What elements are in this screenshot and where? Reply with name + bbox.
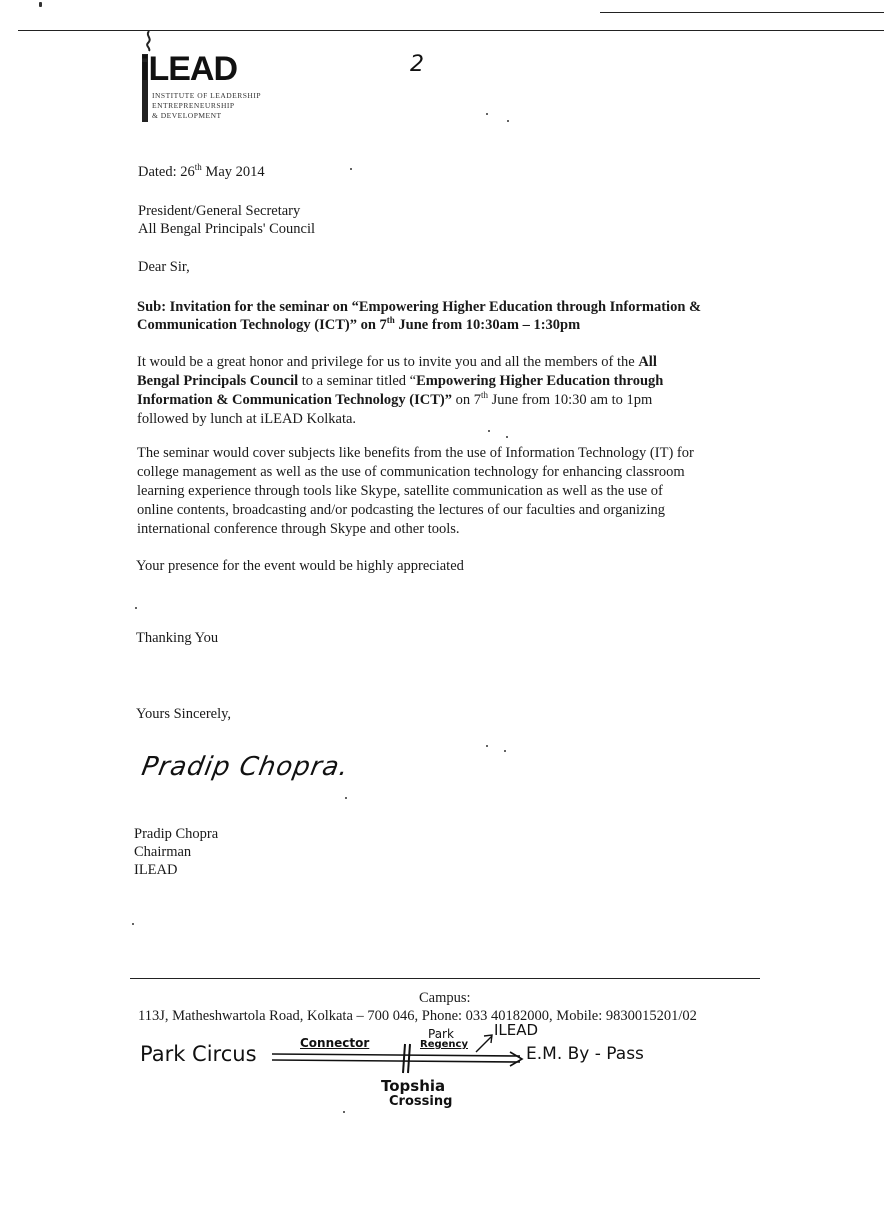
para1-l1-text: It would be a great honor and privilege for us to invite you and all the members of the (137, 354, 639, 370)
directions-connector: Connector (300, 1036, 370, 1050)
para3: Your presence for the event would be highly appreciated (136, 558, 464, 574)
subject-line-1: Sub: Invitation for the seminar on “Empowering Higher Education through Information & (137, 299, 702, 315)
signer-name: Pradip Chopra (134, 826, 219, 842)
directions-regency: Regency (420, 1039, 468, 1050)
directions-ilead: ILEAD (494, 1021, 539, 1039)
para1-line-1 (137, 353, 657, 372)
signer-title: Chairman (134, 844, 192, 860)
scan-speck (343, 1111, 345, 1113)
arrow-head-em-bypass (510, 1052, 522, 1066)
para1-l2-bold: Bengal Principals Council (137, 373, 299, 389)
para1-l2-bold2: Empowering Higher Education through (416, 373, 664, 389)
scan-speck (486, 113, 488, 115)
signer-org: ILEAD (134, 862, 178, 878)
scan-speck (135, 607, 137, 609)
para2-line-2: college management as well as the use of communication technology for enhancing classroom (137, 464, 685, 480)
para1-line-2 (137, 372, 663, 391)
salutation: Dear Sir, (138, 259, 190, 275)
scan-speck (506, 436, 508, 438)
directions-start: Park Circus (140, 1042, 257, 1066)
para1-l2-mid: to a seminar titled “ (298, 373, 417, 389)
para1-l3-mid: on 7 (452, 392, 481, 408)
date-sup: th (194, 162, 202, 173)
footer-campus-label: Campus: (419, 990, 471, 1006)
date-prefix: Dated: 26 (138, 164, 195, 180)
para1-line-4: followed by lunch at iLEAD Kolkata. (137, 411, 357, 427)
subject-sup: th (386, 315, 395, 326)
ilead-logo (140, 30, 290, 125)
top-rule-right (600, 12, 884, 13)
scan-speck (504, 750, 506, 752)
handwritten-signature: Pradip Chopra. (139, 752, 352, 782)
directions-crossing: Crossing (389, 1094, 453, 1109)
directions-park: Park (428, 1027, 454, 1041)
scan-speck (486, 745, 488, 747)
subject-line-2-pre: Communication Technology (ICT)” on 7 (137, 317, 387, 333)
para1-l1-bold: All (638, 354, 657, 370)
letter-date (138, 163, 265, 181)
para1-l3-post: June from 10:30 am to 1pm (488, 392, 653, 408)
scan-speck (345, 797, 347, 799)
subject-line-2 (137, 316, 580, 335)
para2-line-4: online contents, broadcasting and/or podcasting the lectures of our faculties and organizing (137, 502, 666, 518)
scan-speck (507, 120, 509, 122)
recipient-line-2: All Bengal Principals' Council (138, 221, 315, 237)
scan-speck (488, 430, 490, 432)
page-number: 2 (410, 52, 424, 77)
scan-speck (132, 923, 134, 925)
crossing-mark-2 (408, 1044, 410, 1073)
road-line-1 (272, 1054, 520, 1056)
arrow-to-ilead (476, 1036, 492, 1052)
closing-sincerely: Yours Sincerely, (136, 706, 232, 722)
flame-icon (142, 30, 156, 52)
subject-line-2-post: June from 10:30am – 1:30pm (394, 317, 581, 333)
logo-wordmark: iLEAD (140, 50, 237, 88)
logo-line-2: ENTREPRENEURSHIP (152, 101, 235, 110)
logo-line-3: & DEVELOPMENT (152, 111, 222, 120)
road-line-2 (272, 1060, 520, 1062)
date-suffix: May 2014 (201, 164, 265, 180)
footer-rule (130, 978, 760, 979)
closing-thanks: Thanking You (136, 630, 219, 646)
arrow-head-ilead (484, 1035, 492, 1043)
para2-line-1: The seminar would cover subjects like benefits from the use of Information Technology (IT) for (137, 445, 694, 461)
para2-line-5: international conference through Skype and other tools. (137, 521, 460, 537)
footer-address: 113J, Matheshwartola Road, Kolkata – 700 046, Phone: 033 40182000, Mobile: 9830015201/02 (138, 1008, 697, 1024)
para1-line-3 (137, 391, 652, 410)
crossing-mark-1 (403, 1044, 405, 1073)
para1-l3-sup: th (481, 390, 489, 401)
scan-mark (39, 2, 42, 7)
directions-topshia: Topshia (381, 1077, 446, 1095)
para2-line-3: learning experience through tools like Skype, satellite communication as well as the use of (137, 483, 663, 499)
para1-l3-bold: Information & Communication Technology (ICT)” (137, 392, 452, 408)
scan-speck (350, 168, 352, 170)
logo-line-1: INSTITUTE OF LEADERSHIP (152, 91, 261, 100)
directions-end: E.M. By - Pass (526, 1044, 644, 1064)
recipient-line-1: President/General Secretary (138, 203, 301, 219)
